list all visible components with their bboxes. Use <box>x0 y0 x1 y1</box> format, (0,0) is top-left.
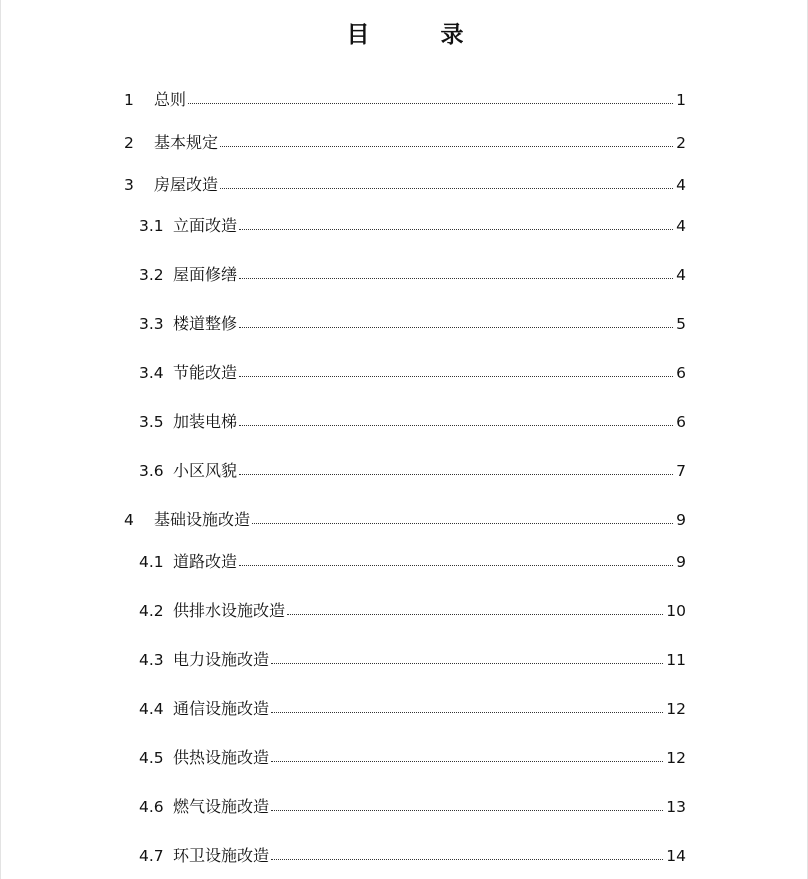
toc-entry-number: 3.3 <box>139 315 164 333</box>
toc-entry-number: 2 <box>124 134 134 152</box>
toc-dot-leader <box>271 810 663 811</box>
toc-entry-number: 1 <box>124 91 134 109</box>
toc-entry-number: 4 <box>124 511 134 529</box>
toc-entry[interactable] <box>1 796 808 818</box>
toc-entry-page-number: 12 <box>666 749 686 767</box>
toc-entry[interactable] <box>1 747 808 769</box>
toc-entry-page-number: 5 <box>676 315 686 333</box>
toc-dot-leader <box>271 712 663 713</box>
toc-entry-title: 道路改造 <box>173 552 238 571</box>
toc-entry-title: 环卫设施改造 <box>173 846 270 865</box>
toc-entry[interactable] <box>1 89 808 111</box>
toc-entry-number: 4.4 <box>139 700 164 718</box>
toc-entry-title: 供排水设施改造 <box>173 601 286 620</box>
toc-dot-leader <box>220 188 673 189</box>
toc-entry-page-number: 9 <box>676 511 686 529</box>
toc-dot-leader <box>271 859 663 860</box>
toc-entry-number: 3.2 <box>139 266 164 284</box>
toc-entry[interactable] <box>1 362 808 384</box>
toc-dot-leader <box>287 614 663 615</box>
toc-dot-leader <box>239 474 673 475</box>
toc-entry-title: 通信设施改造 <box>173 699 270 718</box>
toc-entry[interactable] <box>1 698 808 720</box>
toc-entry-number: 3 <box>124 176 134 194</box>
toc-dot-leader <box>239 278 673 279</box>
toc-entry-title: 屋面修缮 <box>173 265 238 284</box>
toc-entry-page-number: 13 <box>666 798 686 816</box>
toc-entry-page-number: 9 <box>676 553 686 571</box>
toc-dot-leader <box>271 663 663 664</box>
toc-entry-title: 楼道整修 <box>173 314 238 333</box>
toc-entry[interactable] <box>1 313 808 335</box>
toc-dot-leader <box>239 425 673 426</box>
toc-entry[interactable] <box>1 411 808 433</box>
toc-entry-title: 基础设施改造 <box>154 510 251 529</box>
toc-entry[interactable] <box>1 215 808 237</box>
toc-entry[interactable] <box>1 460 808 482</box>
toc-entry-page-number: 6 <box>676 413 686 431</box>
toc-dot-leader <box>239 376 673 377</box>
toc-dot-leader <box>252 523 673 524</box>
toc-entry[interactable] <box>1 649 808 671</box>
toc-entry[interactable] <box>1 509 808 531</box>
toc-entry-page-number: 12 <box>666 700 686 718</box>
toc-entry-page-number: 6 <box>676 364 686 382</box>
toc-entry-number: 4.1 <box>139 553 164 571</box>
toc-entry-title: 供热设施改造 <box>173 748 270 767</box>
toc-entry-number: 3.1 <box>139 217 164 235</box>
toc-entry-number: 4.6 <box>139 798 164 816</box>
toc-entry-title: 燃气设施改造 <box>173 797 270 816</box>
toc-entry-title: 电力设施改造 <box>173 650 270 669</box>
toc-entry[interactable] <box>1 264 808 286</box>
toc-dot-leader <box>220 146 673 147</box>
toc-entry-number: 4.2 <box>139 602 164 620</box>
toc-entry-title: 节能改造 <box>173 363 238 382</box>
toc-entry-page-number: 14 <box>666 847 686 865</box>
toc-entry-title: 加装电梯 <box>173 412 238 431</box>
toc-dot-leader <box>239 565 673 566</box>
toc-entry[interactable] <box>1 600 808 622</box>
toc-entry-page-number: 11 <box>666 651 686 669</box>
toc-entry-title: 基本规定 <box>154 133 219 152</box>
toc-entry-page-number: 10 <box>666 602 686 620</box>
toc-entry[interactable] <box>1 132 808 154</box>
toc-entry-number: 4.7 <box>139 847 164 865</box>
toc-entry-title: 小区风貌 <box>173 461 238 480</box>
toc-entry-number: 3.6 <box>139 462 164 480</box>
toc-entry[interactable] <box>1 174 808 196</box>
toc-entry-number: 4.3 <box>139 651 164 669</box>
toc-dot-leader <box>239 229 673 230</box>
toc-entry[interactable] <box>1 551 808 573</box>
toc-dot-leader <box>271 761 663 762</box>
toc-entry-number: 3.5 <box>139 413 164 431</box>
toc-dot-leader <box>239 327 673 328</box>
toc-entry-page-number: 2 <box>676 134 686 152</box>
toc-entry-title: 总则 <box>154 90 187 109</box>
page-title: 目 录 <box>346 22 488 48</box>
toc-entry-page-number: 1 <box>676 91 686 109</box>
toc-entry-page-number: 7 <box>676 462 686 480</box>
toc-entry-page-number: 4 <box>676 266 686 284</box>
toc-entry[interactable] <box>1 845 808 867</box>
toc-entry-number: 4.5 <box>139 749 164 767</box>
toc-entry-page-number: 4 <box>676 176 686 194</box>
toc-entry-title: 房屋改造 <box>154 175 219 194</box>
toc-entry-page-number: 4 <box>676 217 686 235</box>
toc-entry-number: 3.4 <box>139 364 164 382</box>
toc-dot-leader <box>188 103 673 104</box>
toc-entry-title: 立面改造 <box>173 216 238 235</box>
